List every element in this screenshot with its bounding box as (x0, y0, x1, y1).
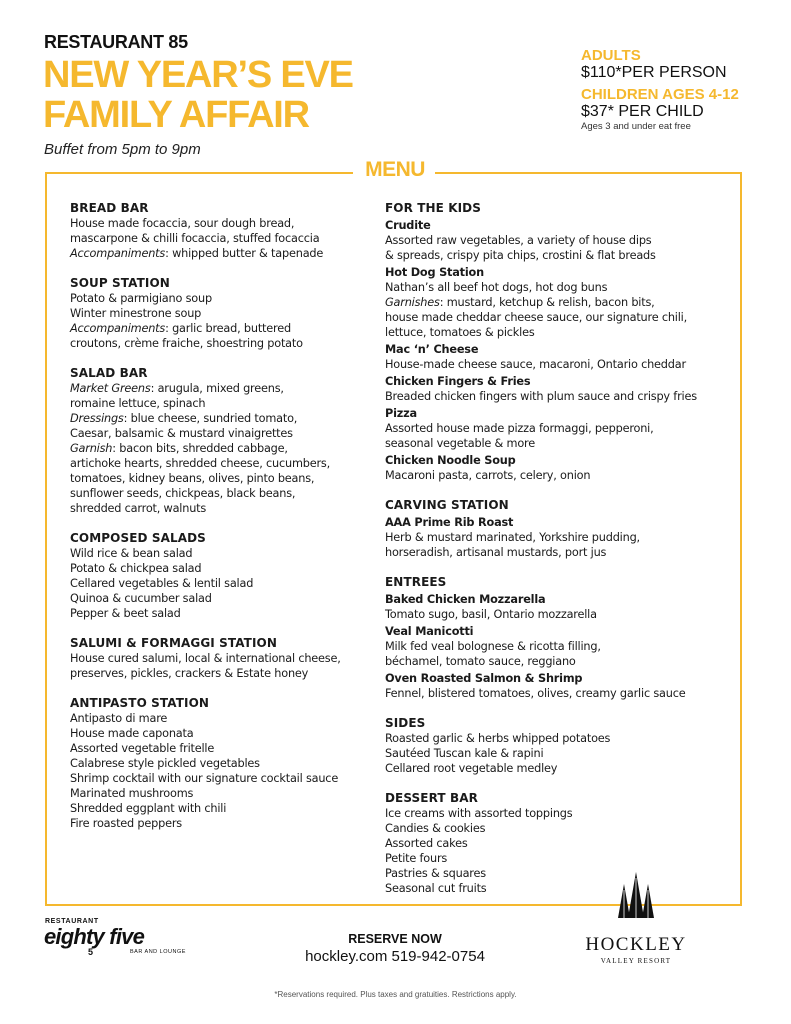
menu-item-line (385, 686, 725, 701)
menu-item-line (385, 806, 725, 821)
adults-label: ADULTS (581, 47, 641, 64)
menu-item-line (70, 711, 360, 726)
menu-item-line (385, 821, 725, 836)
menu-item-line (385, 746, 725, 761)
menu-item-line (385, 421, 725, 436)
logo85-bottom-text: BAR AND LOUNGE (130, 949, 186, 955)
menu-item-text: Potato & parmigiano soup (70, 292, 212, 305)
menu-item-label: Accompaniments (70, 247, 166, 260)
event-title-line-1: NEW YEAR’S EVE (43, 54, 353, 96)
menu-item-text: Ice creams with assorted toppings (385, 807, 573, 820)
menu-item-line (70, 396, 360, 411)
menu-item-text: Cellared vegetables & lentil salad (70, 577, 254, 590)
menu-item-line (70, 801, 360, 816)
menu-item-line (70, 591, 360, 606)
menu-item-text: Milk fed veal bolognese & ricotta filling, (385, 640, 601, 653)
menu-item-text: Wild rice & bean salad (70, 547, 193, 560)
menu-item-line (70, 606, 360, 621)
menu-item-text: Cellared root vegetable medley (385, 762, 558, 775)
menu-item-label: Dressings (70, 412, 124, 425)
menu-item-text: Antipasto di mare (70, 712, 168, 725)
menu-item-text: Nathan’s all beef hot dogs, hot dog buns (385, 281, 608, 294)
menu-item-text: lettuce, tomatoes & pickles (385, 326, 535, 339)
menu-item-line (70, 501, 360, 516)
menu-item-text: Candies & cookies (385, 822, 486, 835)
menu-item-line (70, 426, 360, 441)
menu-item-text: : garlic bread, buttered (165, 322, 291, 335)
menu-item-title: Chicken Noodle Soup (385, 454, 516, 467)
hockley-valley-resort-logo (566, 868, 706, 968)
menu-item-text: Caesar, balsamic & mustard vinaigrettes (70, 427, 293, 440)
menu-column-left (70, 201, 360, 831)
menu-item-line (385, 530, 725, 545)
menu-item-text: : arugula, mixed greens, (150, 382, 284, 395)
menu-item-title: Chicken Fingers & Fries (385, 375, 531, 388)
menu-item-title: Baked Chicken Mozzarella (385, 593, 546, 606)
menu-item-text: : bacon bits, shredded cabbage, (112, 442, 288, 455)
menu-item-title: Mac ‘n’ Cheese (385, 343, 479, 356)
children-note: Ages 3 and under eat free (581, 121, 691, 132)
menu-item-line (385, 836, 725, 851)
menu-section-title: ENTREES (385, 575, 447, 589)
menu-item-line (70, 246, 360, 261)
eighty-five-logo (44, 913, 204, 968)
menu-item-line (385, 607, 725, 622)
pricing-block (581, 47, 739, 132)
menu-item-line (385, 654, 725, 669)
menu-item-line (385, 357, 725, 372)
menu-item-text: House made focaccia, sour dough bread, (70, 217, 295, 230)
menu-section-title: SALAD BAR (70, 366, 148, 380)
logo85-top-text: RESTAURANT (45, 918, 99, 925)
menu-item-text: Assorted vegetable fritelle (70, 742, 215, 755)
menu-item-line (385, 639, 725, 654)
menu-item-text: house made cheddar cheese sauce, our signature chili, (385, 311, 688, 324)
menu-item-title: Oven Roasted Salmon & Shrimp (385, 672, 583, 685)
menu-item-text: preserves, pickles, crackers & Estate honey (70, 667, 309, 680)
menu-item-text: seasonal vegetable & more (385, 437, 535, 450)
menu-item-title: Veal Manicotti (385, 625, 474, 638)
menu-item-line (70, 771, 360, 786)
reservation-contact[interactable]: hockley.com 519-942-0754 (305, 948, 485, 965)
logo85-main-text: eighty five (44, 924, 145, 949)
menu-item-line (70, 726, 360, 741)
menu-section-title: DESSERT BAR (385, 791, 478, 805)
menu-item-line (385, 731, 725, 746)
menu-item-text: Seasonal cut fruits (385, 882, 487, 895)
menu-item-text: Potato & chickpea salad (70, 562, 202, 575)
menu-item-text: romaine lettuce, spinach (70, 397, 206, 410)
menu-item-line (385, 310, 725, 325)
menu-item-text: Assorted house made pizza formaggi, pepperoni, (385, 422, 654, 435)
menu-item-text: Shredded eggplant with chili (70, 802, 227, 815)
menu-item-text: & spreads, crispy pita chips, crostini & flat breads (385, 249, 656, 262)
reserve-now-label: RESERVE NOW (348, 932, 442, 946)
menu-item-line (70, 651, 360, 666)
menu-item-text: tomatoes, kidney beans, olives, pinto beans, (70, 472, 315, 485)
menu-item-line (385, 545, 725, 560)
menu-item-title: Pizza (385, 407, 417, 420)
menu-item-line (70, 471, 360, 486)
hockley-subtitle: VALLEY RESORT (600, 957, 672, 965)
footnote: *Reservations required. Plus taxes and gratuities. Restrictions apply. (274, 990, 517, 999)
menu-item-label: Garnishes (385, 296, 440, 309)
menu-item-line (70, 666, 360, 681)
menu-item-line (385, 280, 725, 295)
menu-item-line (70, 561, 360, 576)
menu-item-text: Roasted garlic & herbs whipped potatoes (385, 732, 611, 745)
menu-item-text: Assorted raw vegetables, a variety of house dips (385, 234, 652, 247)
menu-section-title: ANTIPASTO STATION (70, 696, 210, 710)
menu-item-text: Herb & mustard marinated, Yorkshire pudding, (385, 531, 640, 544)
menu-item-line (70, 816, 360, 831)
menu-item-line (385, 295, 725, 310)
menu-item-line (70, 786, 360, 801)
menu-item-label: Market Greens (70, 382, 151, 395)
children-label: CHILDREN AGES 4-12 (581, 86, 739, 103)
menu-item-text: House-made cheese sauce, macaroni, Ontario cheddar (385, 358, 686, 371)
menu-item-line (385, 389, 725, 404)
buffet-hours: Buffet from 5pm to 9pm (44, 141, 201, 158)
event-title-line-2: FAMILY AFFAIR (43, 94, 309, 136)
children-price: $37* PER CHILD (581, 103, 704, 120)
menu-item-text: Shrimp cocktail with our signature cocktail sauce (70, 772, 339, 785)
menu-item-label: Garnish (70, 442, 113, 455)
menu-column-right (385, 201, 725, 896)
menu-section-title: CARVING STATION (385, 498, 509, 512)
menu-item-text: : mustard, ketchup & relish, bacon bits, (439, 296, 655, 309)
adults-price: $110*PER PERSON (581, 64, 727, 81)
menu-item-text: Pastries & squares (385, 867, 486, 880)
menu-item-text: Winter minestrone soup (70, 307, 202, 320)
menu-section-title: SIDES (385, 716, 426, 730)
menu-item-text: Marinated mushrooms (70, 787, 194, 800)
menu-frame-top-right (435, 172, 742, 174)
menu-item-text: Calabrese style pickled vegetables (70, 757, 260, 770)
menu-section-title: BREAD BAR (70, 201, 149, 215)
menu-item-title: AAA Prime Rib Roast (385, 516, 514, 529)
menu-item-line (70, 336, 360, 351)
menu-item-text: Pepper & beet salad (70, 607, 181, 620)
menu-heading: MENU (365, 158, 425, 181)
restaurant-name: RESTAURANT 85 (44, 32, 188, 52)
menu-frame-top-left (45, 172, 353, 174)
menu-item-line (70, 321, 360, 336)
menu-item-line (70, 381, 360, 396)
menu-item-title: Crudite (385, 219, 431, 232)
menu-item-text: House cured salumi, local & international cheese, (70, 652, 341, 665)
menu-item-line (70, 741, 360, 756)
menu-item-text: horseradish, artisanal mustards, port jus (385, 546, 607, 559)
menu-item-text: : blue cheese, sundried tomato, (123, 412, 298, 425)
menu-item-line (70, 291, 360, 306)
menu-item-line (70, 546, 360, 561)
menu-item-line (385, 761, 725, 776)
menu-item-text: Sautéed Tuscan kale & rapini (385, 747, 544, 760)
menu-item-line (70, 576, 360, 591)
menu-item-text: mascarpone & chilli focaccia, stuffed focaccia (70, 232, 320, 245)
menu-item-text: shredded carrot, walnuts (70, 502, 207, 515)
menu-item-line (385, 436, 725, 451)
menu-item-title: Hot Dog Station (385, 266, 484, 279)
menu-item-text: Macaroni pasta, carrots, celery, onion (385, 469, 591, 482)
menu-item-line (70, 411, 360, 426)
menu-item-line (385, 468, 725, 483)
menu-section-title: COMPOSED SALADS (70, 531, 206, 545)
menu-item-text: artichoke hearts, shredded cheese, cucumbers, (70, 457, 330, 470)
menu-item-text: sunflower seeds, chickpeas, black beans, (70, 487, 296, 500)
menu-item-line (70, 441, 360, 456)
menu-item-text: Breaded chicken fingers with plum sauce and crispy fries (385, 390, 697, 403)
menu-item-line (70, 231, 360, 246)
menu-item-line (70, 486, 360, 501)
hockley-name: HOCKLEY (585, 934, 687, 955)
menu-item-line (385, 248, 725, 263)
menu-item-label: Accompaniments (70, 322, 166, 335)
menu-section-title: SALUMI & FORMAGGI STATION (70, 636, 277, 650)
menu-item-line (70, 306, 360, 321)
menu-item-text: Fennel, blistered tomatoes, olives, creamy garlic sauce (385, 687, 686, 700)
menu-item-text: Tomato sugo, basil, Ontario mozzarella (385, 608, 597, 621)
menu-item-text: Fire roasted peppers (70, 817, 182, 830)
menu-item-line (70, 456, 360, 471)
menu-item-text: Petite fours (385, 852, 448, 865)
menu-item-text: béchamel, tomato sauce, reggiano (385, 655, 576, 668)
menu-item-line (70, 756, 360, 771)
menu-item-text: Assorted cakes (385, 837, 468, 850)
menu-item-line (70, 216, 360, 231)
menu-item-line (385, 233, 725, 248)
menu-item-line (385, 851, 725, 866)
logo85-numeral: 5 (88, 947, 94, 957)
menu-section-title: FOR THE KIDS (385, 201, 481, 215)
menu-item-text: : whipped butter & tapenade (165, 247, 324, 260)
menu-section-title: SOUP STATION (70, 276, 170, 290)
menu-item-text: Quinoa & cucumber salad (70, 592, 212, 605)
menu-item-text: House made caponata (70, 727, 194, 740)
menu-item-line (385, 325, 725, 340)
menu-item-text: croutons, crème fraiche, shoestring potato (70, 337, 303, 350)
